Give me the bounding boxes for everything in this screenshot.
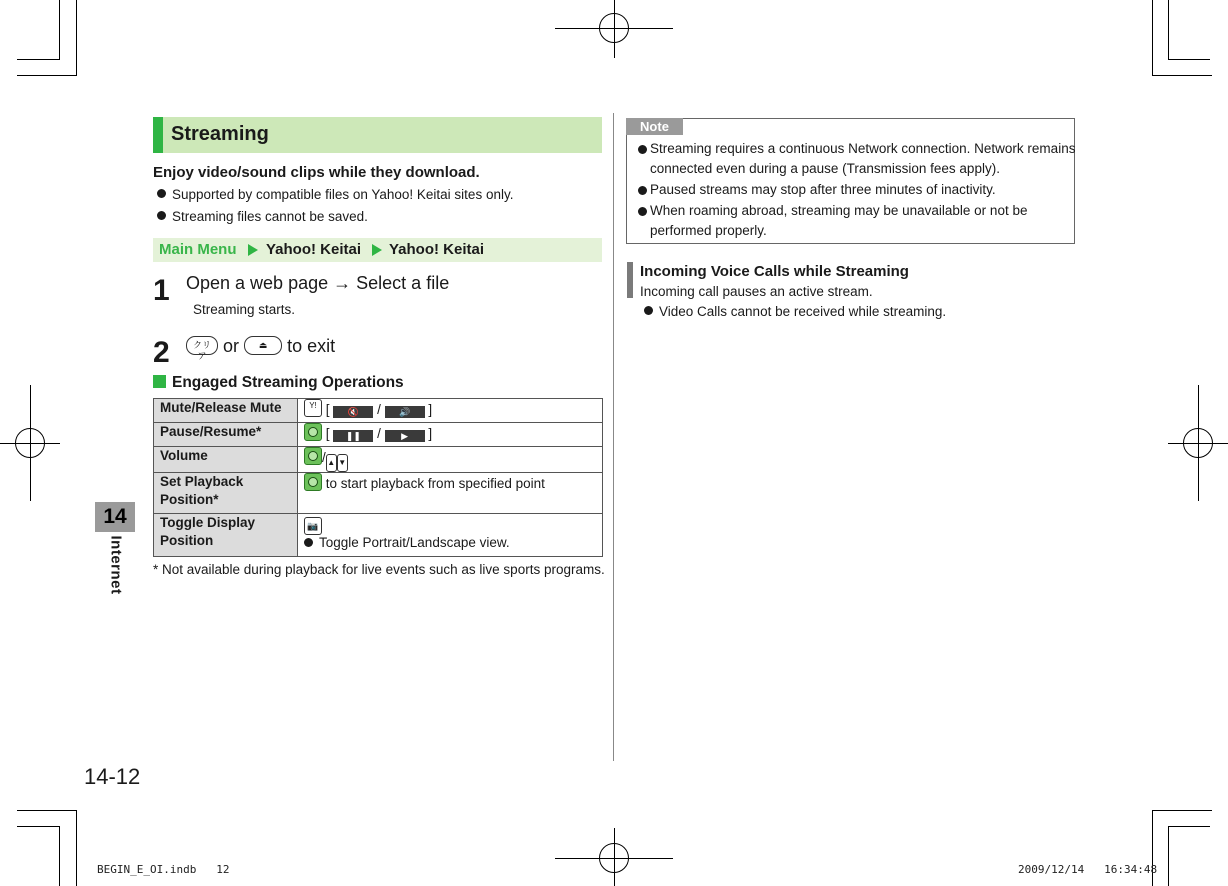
note-item-3: When roaming abroad, streaming may be unavailable or not be performed properly.	[650, 201, 1027, 241]
bullet-icon	[644, 306, 653, 315]
play-icon: ▶	[385, 430, 425, 442]
row-value: / ▲ ▼	[298, 447, 603, 473]
note-tab: Note	[626, 118, 683, 135]
incoming-title: Incoming Voice Calls while Streaming	[640, 263, 909, 280]
row-label: Mute/Release Mute	[154, 399, 298, 423]
clear-key-icon: クリア	[186, 336, 218, 355]
yahoo-key-icon: Y!	[304, 399, 322, 417]
bullet-icon	[638, 207, 647, 216]
navigation-key-icon	[304, 473, 322, 491]
row-value: Y! [ 🔇 / 🔊 ]	[298, 399, 603, 423]
section-header	[153, 117, 602, 153]
operations-table	[153, 398, 603, 557]
lead-text: Enjoy video/sound clips while they download.	[153, 164, 480, 181]
row-label: Volume	[154, 447, 298, 473]
menu-item-1: Yahoo! Keitai	[266, 241, 362, 258]
chapter-number: 14	[95, 502, 135, 532]
mute-icon: 🔇	[333, 406, 373, 418]
table-row	[154, 447, 603, 473]
page-number: 14-12	[84, 764, 141, 789]
navigation-key-icon	[304, 447, 322, 465]
bullet-icon	[304, 538, 313, 547]
row-label: Set Playback Position*	[154, 473, 298, 514]
row-label: Pause/Resume*	[154, 423, 298, 447]
step-2-text: クリア or ⏏ to exit	[186, 336, 335, 357]
arrow-right-icon	[372, 244, 382, 256]
bullet-icon	[638, 145, 647, 154]
operations-heading: Engaged Streaming Operations	[153, 374, 404, 392]
step-1-text: Open a web page → Select a file	[186, 273, 450, 293]
menu-item-2: Yahoo! Keitai	[389, 241, 485, 258]
sound-icon: 🔊	[385, 406, 425, 418]
row-value: to start playback from specified point	[298, 473, 603, 514]
section-title: Streaming	[171, 123, 269, 145]
print-file: BEGIN_E_OI.indb 12	[97, 863, 230, 876]
bullet-icon	[638, 186, 647, 195]
chapter-label: Internet	[107, 535, 125, 595]
intro-bullet-2: Streaming files cannot be saved.	[157, 209, 368, 224]
square-icon	[153, 375, 166, 388]
row-label: Toggle Display Position	[154, 514, 298, 557]
intro-bullet-1: Supported by compatible files on Yahoo! Keitai sites only.	[157, 187, 513, 202]
column-divider	[613, 113, 614, 761]
incoming-bullet: Video Calls cannot be received while streaming.	[644, 304, 946, 319]
volume-up-icon: ▲	[326, 454, 337, 472]
table-row	[154, 399, 603, 423]
menu-path	[153, 238, 602, 262]
step-1-sub: Streaming starts.	[193, 302, 296, 317]
menu-root: Main Menu	[159, 241, 237, 258]
volume-down-icon: ▼	[337, 454, 348, 472]
end-key-icon: ⏏	[244, 336, 282, 355]
row-value: [ ❚❚ / ▶ ]	[298, 423, 603, 447]
note-item-1: Streaming requires a continuous Network connection. Network remains connected even during a pause (Transmission fees apply).	[650, 139, 1075, 179]
camera-key-icon: 📷	[304, 517, 322, 535]
center-key-icon	[304, 423, 322, 441]
row-value: 📷 Toggle Portrait/Landscape view.	[298, 514, 603, 557]
bullet-icon	[157, 211, 166, 220]
incoming-accent	[627, 262, 633, 298]
print-timestamp: 2009/12/14 16:34:48	[1018, 863, 1158, 876]
pause-icon: ❚❚	[333, 430, 373, 442]
arrow-right-icon	[248, 244, 258, 256]
arrow-icon: →	[333, 273, 352, 293]
table-row	[154, 473, 603, 514]
section-accent	[153, 117, 163, 153]
bullet-icon	[157, 189, 166, 198]
footnote: * Not available during playback for live events such as live sports programs.	[153, 562, 605, 577]
incoming-text: Incoming call pauses an active stream.	[640, 284, 873, 299]
table-row	[154, 423, 603, 447]
step-2-number: 2	[153, 336, 170, 369]
note-item-2: Paused streams may stop after three minutes of inactivity.	[650, 180, 996, 200]
step-1-number: 1	[153, 274, 170, 307]
table-row	[154, 514, 603, 557]
